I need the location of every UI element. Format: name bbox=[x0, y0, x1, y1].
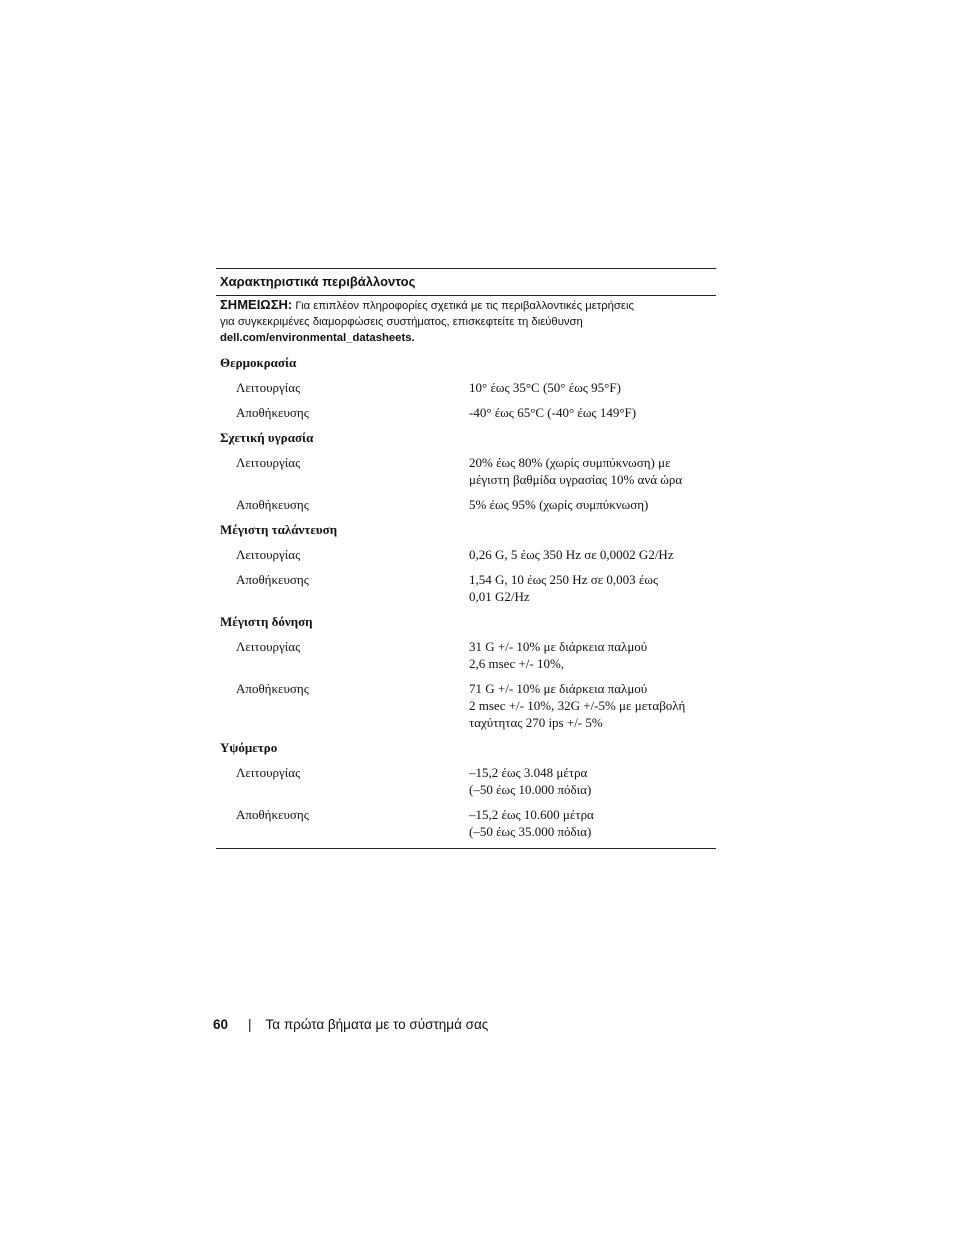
value-line: 71 G +/- 10% με διάρκεια παλμού bbox=[469, 681, 648, 696]
spec-row bbox=[216, 630, 716, 672]
note-line-1 bbox=[220, 297, 716, 314]
spec-row bbox=[216, 672, 716, 731]
row-label: Αποθήκευσης bbox=[236, 405, 309, 420]
value-line: 1,54 G, 10 έως 250 Hz σε 0,003 έως bbox=[469, 572, 659, 587]
spec-row bbox=[216, 798, 716, 840]
environmental-specs-table bbox=[216, 268, 716, 849]
footer-title: Τα πρώτα βήματα με το σύστημά σας bbox=[265, 1017, 489, 1032]
spec-row bbox=[216, 488, 716, 513]
value-line: 0,01 G2/Hz bbox=[469, 589, 530, 604]
row-label: Αποθήκευσης bbox=[236, 497, 309, 512]
row-value bbox=[469, 379, 716, 396]
row-value bbox=[469, 454, 716, 488]
row-value bbox=[469, 680, 716, 731]
row-label: Λειτουργίας bbox=[236, 639, 301, 654]
value-line: 20% έως 80% (χωρίς συμπύκνωση) με bbox=[469, 455, 671, 470]
spec-row bbox=[216, 446, 716, 488]
value-line: 2 msec +/- 10%, 32G +/-5% με μεταβολή bbox=[469, 698, 686, 713]
value-line: 5% έως 95% (χωρίς συμπύκνωση) bbox=[469, 497, 649, 512]
row-label: Λειτουργίας bbox=[236, 765, 301, 780]
row-label: Αποθήκευσης bbox=[236, 807, 309, 822]
value-line: 0,26 G, 5 έως 350 Hz σε 0,0002 G2/Hz bbox=[469, 547, 674, 562]
row-value bbox=[469, 806, 716, 840]
row-label: Αποθήκευσης bbox=[236, 681, 309, 696]
value-line: (–50 έως 10.000 πόδια) bbox=[469, 782, 592, 797]
section-heading-shock: Μέγιστη δόνηση bbox=[220, 614, 313, 629]
row-label: Λειτουργίας bbox=[236, 380, 301, 395]
spec-row bbox=[216, 563, 716, 605]
row-value bbox=[469, 404, 716, 421]
note-text-1: Για επιπλέον πληροφορίες σχετικά με τις περιβαλλοντικές μετρήσεις bbox=[295, 300, 634, 312]
value-line: μέγιστη βαθμίδα υγρασίας 10% ανά ώρα bbox=[469, 472, 683, 487]
value-line: (–50 έως 35.000 πόδια) bbox=[469, 824, 592, 839]
spec-row bbox=[216, 756, 716, 798]
row-label: Λειτουργίας bbox=[236, 547, 301, 562]
value-line: –15,2 έως 3.048 μέτρα bbox=[469, 765, 588, 780]
spec-row bbox=[216, 371, 716, 396]
page-footer bbox=[213, 1017, 488, 1032]
section-heading-temperature: Θερμοκρασία bbox=[220, 355, 297, 370]
section-heading-altitude: Υψόμετρο bbox=[220, 740, 278, 755]
spec-row bbox=[216, 396, 716, 421]
row-label: Αποθήκευσης bbox=[236, 572, 309, 587]
value-line: 10° έως 35°C (50° έως 95°F) bbox=[469, 380, 621, 395]
value-line: 2,6 msec +/- 10%, bbox=[469, 656, 565, 671]
note-label: ΣΗΜΕΙΩΣΗ: bbox=[220, 297, 293, 312]
section-heading-vibration: Μέγιστη ταλάντευση bbox=[220, 522, 338, 537]
spec-row bbox=[216, 538, 716, 563]
value-line: ταχύτητας 270 ips +/- 5% bbox=[469, 715, 603, 730]
note-block bbox=[216, 296, 716, 346]
note-text-2: για συγκεκριμένες διαμορφώσεις συστήματος, επισκεφτείτε τη διεύθυνση bbox=[220, 316, 583, 328]
row-label: Λειτουργίας bbox=[236, 455, 301, 470]
row-value bbox=[469, 764, 716, 798]
row-value bbox=[469, 571, 716, 605]
value-line: –15,2 έως 10.600 μέτρα bbox=[469, 807, 594, 822]
page-number: 60 bbox=[213, 1017, 229, 1032]
value-line: 31 G +/- 10% με διάρκεια παλμού bbox=[469, 639, 648, 654]
section-heading-humidity: Σχετική υγρασία bbox=[220, 430, 314, 445]
row-value bbox=[469, 546, 716, 563]
footer-separator: | bbox=[248, 1017, 252, 1032]
datasheets-link[interactable]: dell.com/environmental_datasheets. bbox=[220, 332, 415, 344]
row-value bbox=[469, 638, 716, 672]
value-line: -40° έως 65°C (-40° έως 149°F) bbox=[469, 405, 637, 420]
table-title: Χαρακτηριστικά περιβάλλοντος bbox=[216, 269, 716, 296]
row-value bbox=[469, 496, 716, 513]
